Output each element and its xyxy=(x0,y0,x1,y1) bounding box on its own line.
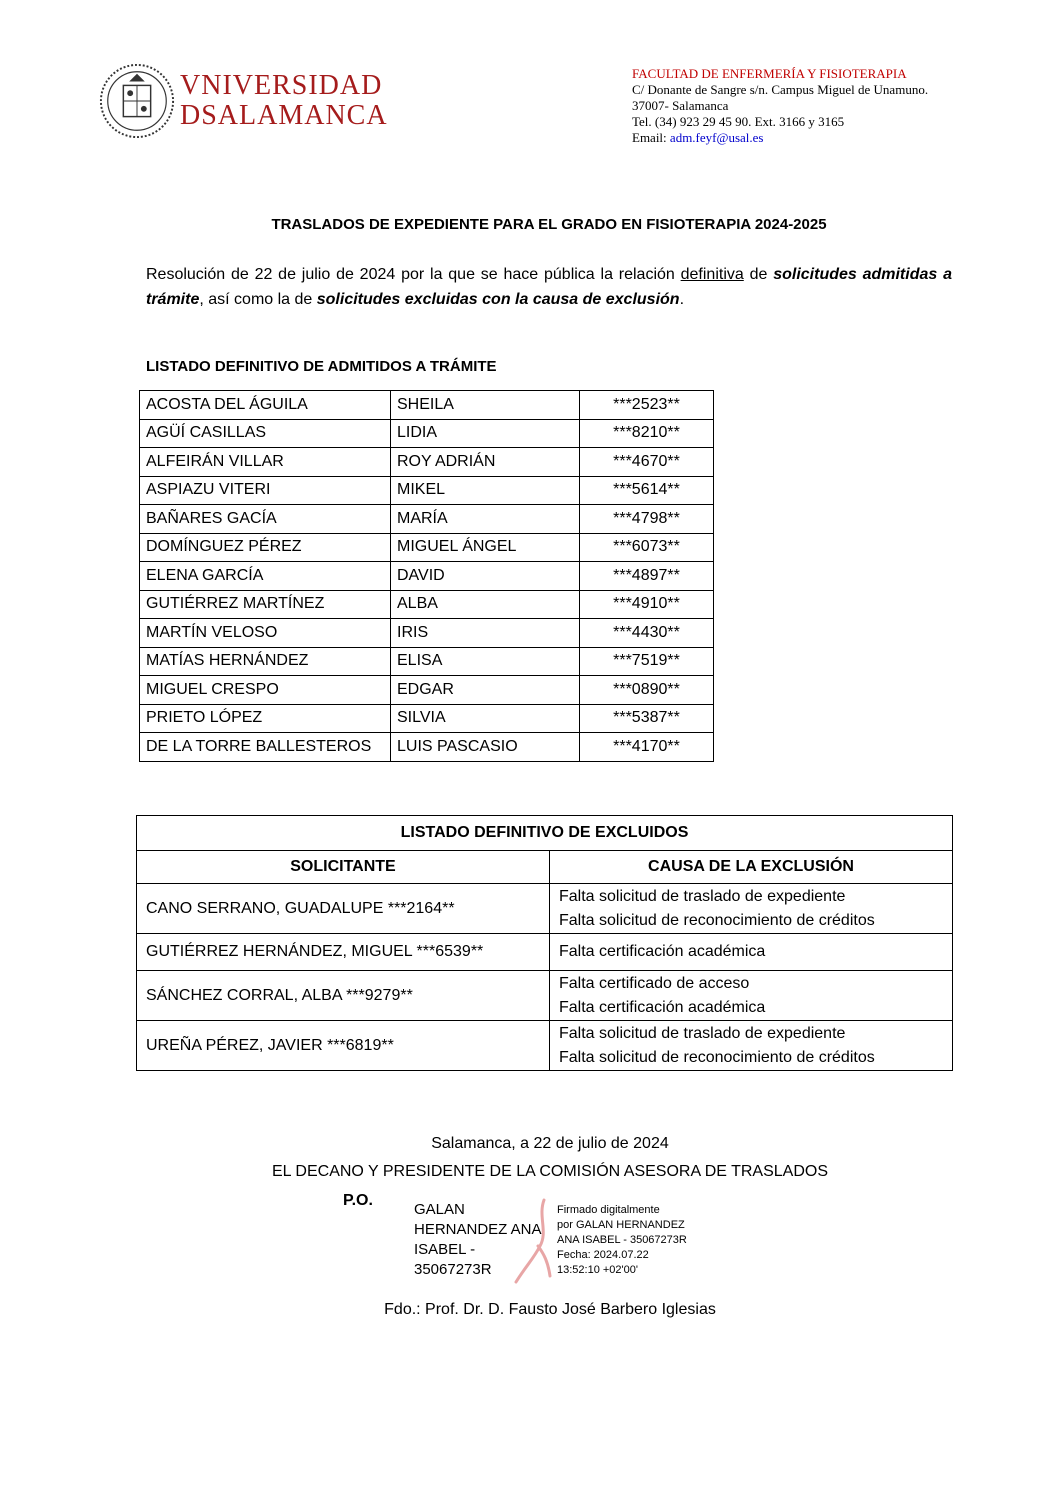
cause-line: Falta certificación académica xyxy=(559,998,766,1016)
name-cell: ELISA xyxy=(391,647,580,676)
signature-po: P.O. xyxy=(343,1192,373,1209)
table-row xyxy=(140,505,714,534)
table-row xyxy=(140,733,714,762)
table-row xyxy=(137,884,953,934)
name-cell: SILVIA xyxy=(391,704,580,733)
table-row xyxy=(140,647,714,676)
admitted-table xyxy=(139,390,714,762)
logo-text-universidad: VNIVERSIDAD xyxy=(180,70,383,101)
digital-signature-line: ANA ISABEL - 35067273R xyxy=(557,1234,687,1246)
table-row xyxy=(140,619,714,648)
surname-cell: PRIETO LÓPEZ xyxy=(140,704,391,733)
cause-line: Falta solicitud de traslado de expediente xyxy=(559,887,846,905)
contact-phone: Tel. (34) 923 29 45 90. Ext. 3166 y 3165 xyxy=(632,114,845,129)
id-cell: ***8210** xyxy=(580,419,714,448)
signature-place-date: Salamanca, a 22 de julio de 2024 xyxy=(431,1135,669,1152)
resolution-bold-2: solicitudes excluidas con la causa de exclusión xyxy=(316,291,680,308)
digital-signature-line: 13:52:10 +02'00' xyxy=(557,1264,638,1276)
name-cell: IRIS xyxy=(391,619,580,648)
resolution-underlined: definitiva xyxy=(680,266,744,283)
table-row xyxy=(137,1021,953,1071)
id-cell: ***4670** xyxy=(580,448,714,477)
applicant-cell: UREÑA PÉREZ, JAVIER ***6819** xyxy=(137,1021,550,1071)
signature-signed-by: Fdo.: Prof. Dr. D. Fausto José Barbero Iglesias xyxy=(384,1301,716,1318)
resolution-paragraph xyxy=(146,262,952,312)
name-cell: LIDIA xyxy=(391,419,580,448)
column-header-cause: CAUSA DE LA EXCLUSIÓN xyxy=(550,851,953,884)
applicant-cell: SÁNCHEZ CORRAL, ALBA ***9279** xyxy=(137,971,550,1021)
cause-line: Falta solicitud de reconocimiento de créditos xyxy=(559,911,875,929)
surname-cell: BAÑARES GACÍA xyxy=(140,505,391,534)
table-row xyxy=(140,704,714,733)
resolution-text-2: de xyxy=(743,266,774,283)
surname-cell: MARTÍN VELOSO xyxy=(140,619,391,648)
table-row xyxy=(140,448,714,477)
cause-cell xyxy=(550,884,953,934)
id-cell: ***2523** xyxy=(580,391,714,420)
name-cell: DAVID xyxy=(391,562,580,591)
resolution-bold-1: solicitudes admitidas a trámite xyxy=(146,266,952,308)
name-cell: ALBA xyxy=(391,590,580,619)
resolution-text-4: . xyxy=(679,291,685,308)
cause-cell xyxy=(550,1021,953,1071)
id-cell: ***6073** xyxy=(580,533,714,562)
signer-name-line: GALAN xyxy=(414,1201,465,1218)
name-cell: MIKEL xyxy=(391,476,580,505)
id-cell: ***7519** xyxy=(580,647,714,676)
name-cell: SHEILA xyxy=(391,391,580,420)
cause-line: Falta solicitud de reconocimiento de créditos xyxy=(559,1048,875,1066)
id-cell: ***4430** xyxy=(580,619,714,648)
table-row xyxy=(137,934,953,971)
applicant-cell: CANO SERRANO, GUADALUPE ***2164** xyxy=(137,884,550,934)
digital-signature-block xyxy=(557,1203,707,1278)
name-cell: MIGUEL ÁNGEL xyxy=(391,533,580,562)
table-row xyxy=(140,562,714,591)
digital-signature-line: por GALAN HERNANDEZ xyxy=(557,1219,685,1231)
cause-cell xyxy=(550,934,953,971)
surname-cell: DE LA TORRE BALLESTEROS xyxy=(140,733,391,762)
resolution-text-3: , así como la de xyxy=(199,291,317,308)
signer-name-line: 35067273R xyxy=(414,1261,492,1278)
surname-cell: MIGUEL CRESPO xyxy=(140,676,391,705)
signature-role: EL DECANO Y PRESIDENTE DE LA COMISIÓN ASESORA DE TRASLADOS xyxy=(271,1163,829,1180)
table-row xyxy=(140,533,714,562)
surname-cell: AGÜÍ CASILLAS xyxy=(140,419,391,448)
table-row xyxy=(140,676,714,705)
id-cell: ***0890** xyxy=(580,676,714,705)
contact-address: C/ Donante de Sangre s/n. Campus Miguel de Unamuno. xyxy=(632,82,929,97)
signer-name-line: ISABEL - xyxy=(414,1241,476,1258)
university-seal-icon xyxy=(98,62,176,140)
table-row xyxy=(137,971,953,1021)
surname-cell: ELENA GARCÍA xyxy=(140,562,391,591)
contact-city: 37007- Salamanca xyxy=(632,98,729,113)
document-title: TRASLADOS DE EXPEDIENTE PARA EL GRADO EN FISIOTERAPIA 2024-2025 xyxy=(271,216,827,233)
cause-cell xyxy=(550,971,953,1021)
surname-cell: ALFEIRÁN VILLAR xyxy=(140,448,391,477)
faculty-name: FACULTAD DE ENFERMERÍA Y FISIOTERAPIA xyxy=(632,66,907,81)
surname-cell: ACOSTA DEL ÁGUILA xyxy=(140,391,391,420)
column-header-applicant: SOLICITANTE xyxy=(137,851,550,884)
admitted-heading: LISTADO DEFINITIVO DE ADMITIDOS A TRÁMITE xyxy=(146,358,497,375)
table-row xyxy=(140,476,714,505)
cause-line: Falta certificado de acceso xyxy=(559,974,750,992)
email-label: Email: xyxy=(632,130,667,145)
table-row xyxy=(140,391,714,420)
excluded-heading: LISTADO DEFINITIVO DE EXCLUIDOS xyxy=(137,816,953,851)
name-cell: ROY ADRIÁN xyxy=(391,448,580,477)
logo-text-salamanca: DSALAMANCA xyxy=(180,100,388,131)
cause-line: Falta certificación académica xyxy=(559,943,766,960)
id-cell: ***5387** xyxy=(580,704,714,733)
cause-line: Falta solicitud de traslado de expediente xyxy=(559,1024,846,1042)
surname-cell: GUTIÉRREZ MARTÍNEZ xyxy=(140,590,391,619)
contact-email xyxy=(632,130,763,146)
resolution-text-1: Resolución de 22 de julio de 2024 por la que se hace pública la relación xyxy=(146,266,681,283)
email-link[interactable]: adm.feyf@usal.es xyxy=(669,130,764,145)
table-row xyxy=(140,419,714,448)
surname-cell: ASPIAZU VITERI xyxy=(140,476,391,505)
digital-signature-line: Fecha: 2024.07.22 xyxy=(557,1249,649,1261)
surname-cell: DOMÍNGUEZ PÉREZ xyxy=(140,533,391,562)
name-cell: LUIS PASCASIO xyxy=(391,733,580,762)
id-cell: ***5614** xyxy=(580,476,714,505)
id-cell: ***4910** xyxy=(580,590,714,619)
digital-signature-line: Firmado digitalmente xyxy=(557,1204,660,1216)
signature-glyph-icon xyxy=(508,1196,558,1288)
signer-name-line: HERNANDEZ ANA xyxy=(414,1221,542,1238)
id-cell: ***4798** xyxy=(580,505,714,534)
table-row xyxy=(140,590,714,619)
applicant-cell: GUTIÉRREZ HERNÁNDEZ, MIGUEL ***6539** xyxy=(137,934,550,971)
name-cell: EDGAR xyxy=(391,676,580,705)
name-cell: MARÍA xyxy=(391,505,580,534)
surname-cell: MATÍAS HERNÁNDEZ xyxy=(140,647,391,676)
id-cell: ***4897** xyxy=(580,562,714,591)
excluded-table xyxy=(136,815,953,1071)
id-cell: ***4170** xyxy=(580,733,714,762)
